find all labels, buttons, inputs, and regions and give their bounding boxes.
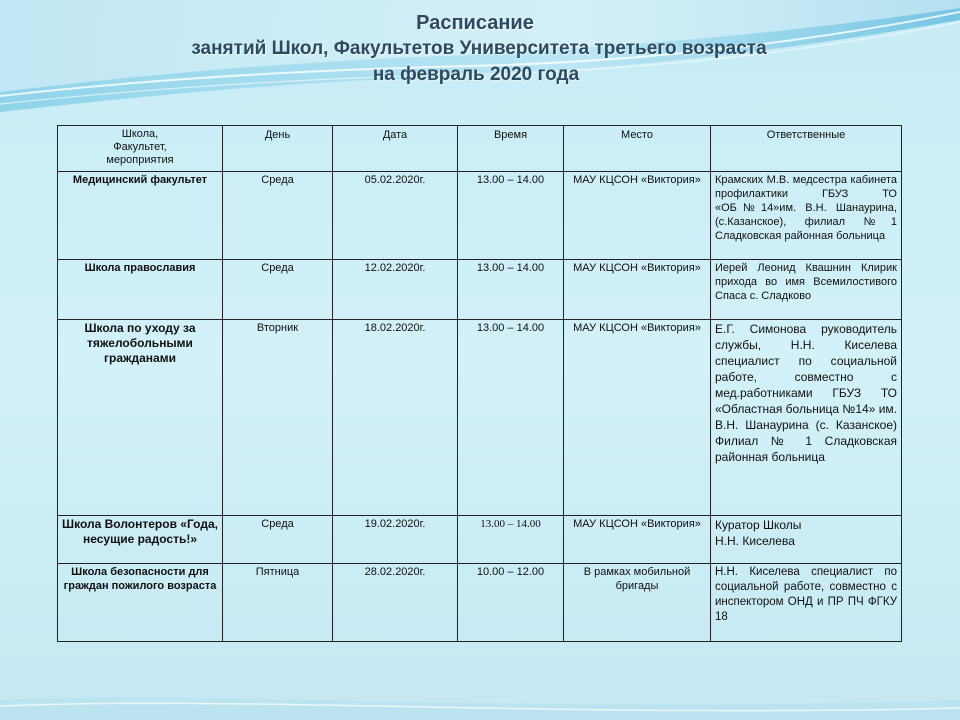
cell-day: Среда: [223, 260, 333, 320]
cell-time: 13.00 – 14.00: [458, 320, 564, 516]
table-row: [58, 260, 902, 320]
cell-date: 18.02.2020г.: [333, 320, 458, 516]
cell-responsible: Е.Г. Симонова руководитель службы, Н.Н. Киселева специалист по социальной работе, совместно с мед.работниками ГБУЗ ТО «Областная больница №14» им. В.Н. Шанаурина (с. Казанское) Филиал № 1 Сладковская районная больница: [711, 320, 902, 516]
schedule-table: [57, 125, 902, 642]
table-row: [58, 564, 902, 642]
cell-time: 10.00 – 12.00: [458, 564, 564, 642]
cell-school: Школа православия: [58, 260, 223, 320]
cell-time: 13.00 – 14.00: [458, 516, 564, 564]
cell-date: 05.02.2020г.: [333, 172, 458, 260]
cell-date: 12.02.2020г.: [333, 260, 458, 320]
cell-day: Среда: [223, 516, 333, 564]
cell-day: Вторник: [223, 320, 333, 516]
cell-time: 13.00 – 14.00: [458, 172, 564, 260]
header-school: Школа, Факультет, мероприятия: [58, 126, 223, 172]
cell-responsible: Иерей Леонид Квашнин Клирик прихода во имя Всемилостивого Спаса с. Сладково: [711, 260, 902, 320]
header-day: День: [223, 126, 333, 172]
cell-day: Пятница: [223, 564, 333, 642]
table-row: [58, 320, 902, 516]
title-line-3: на февраль 2020 года: [372, 64, 580, 85]
cell-school: Школа Волонтеров «Года, несущие радость!»: [58, 516, 223, 564]
header-responsible: Ответственные: [711, 126, 902, 172]
page-title: [0, 10, 960, 88]
cell-place: МАУ КЦСОН «Виктория»: [564, 260, 711, 320]
cell-place: МАУ КЦСОН «Виктория»: [564, 172, 711, 260]
cell-date: 19.02.2020г.: [333, 516, 458, 564]
cell-date: 28.02.2020г.: [333, 564, 458, 642]
header-place: Место: [564, 126, 711, 172]
cell-place: МАУ КЦСОН «Виктория»: [564, 320, 711, 516]
header-date: Дата: [333, 126, 458, 172]
table-header-row: [58, 126, 902, 172]
header-time: Время: [458, 126, 564, 172]
cell-place: В рамках мобильной бригады: [564, 564, 711, 642]
cell-day: Среда: [223, 172, 333, 260]
cell-responsible: Крамских М.В. медсестра кабинета профилактики ГБУЗ ТО «ОБ№14»им. В.Н. Шанаурина, (с.Казанское), филиал №1 Сладковская районная больница: [711, 172, 902, 260]
table-row: [58, 172, 902, 260]
cell-school: Школа по уходу за тяжелобольными гражданами: [58, 320, 223, 516]
title-line-2: занятий Школ, Факультетов Университета третьего возраста: [191, 38, 767, 59]
cell-responsible: Н.Н. Киселева специалист по социальной работе, совместно с инспектором ОНД и ПР ПЧ ФГКУ 18: [711, 564, 902, 642]
cell-school: Школа безопасности для граждан пожилого возраста: [58, 564, 223, 642]
cell-responsible: Куратор Школы Н.Н. Киселева: [711, 516, 902, 564]
title-line-1: Расписание: [416, 12, 534, 34]
table-row: [58, 516, 902, 564]
cell-school: Медицинский факультет: [58, 172, 223, 260]
cell-time: 13.00 – 14.00: [458, 260, 564, 320]
cell-place: МАУ КЦСОН «Виктория»: [564, 516, 711, 564]
